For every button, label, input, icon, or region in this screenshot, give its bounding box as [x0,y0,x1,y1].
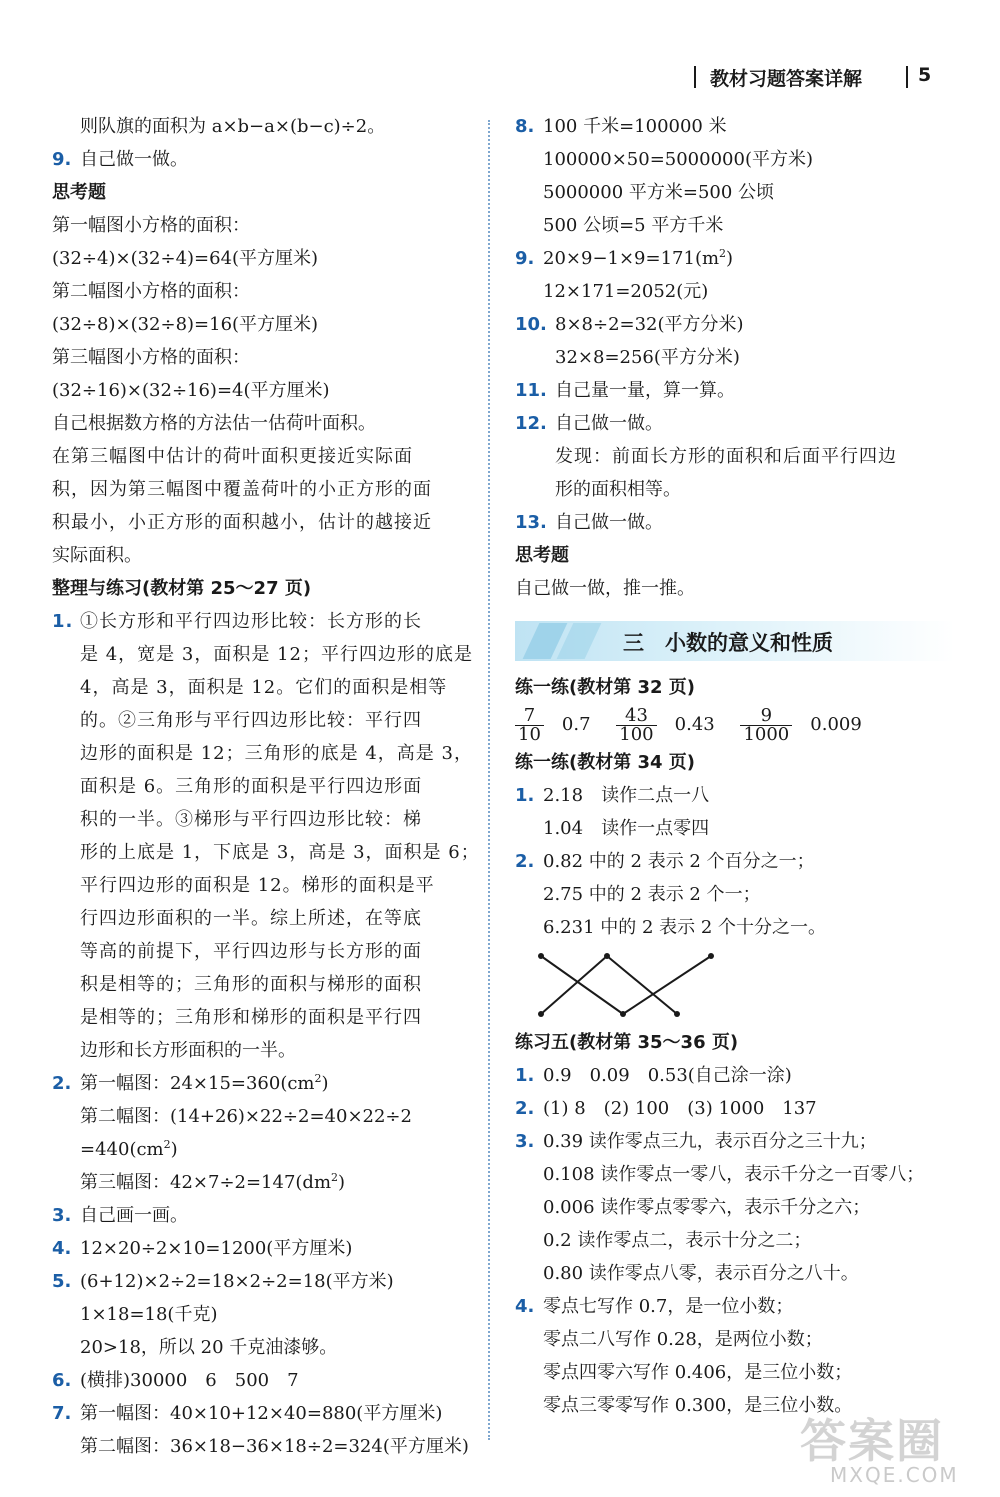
header-divider [906,66,908,88]
question-number: 9. [52,149,72,170]
right-column: 8. 100 千米=100000 米 100000×50=5000000(平方米) 5000000 平方米=500 公顷 500 公顷=5 平方千米 9. $20\times 9-1\times 9=171(m^2)$ 12×171=2052(元) 10. 8×8÷2=32(平方分米) 32×8=256(平方分米) 11. 自己量一量，算一算。 12. 自己做一做。 发现：前面长方形的面积和后面平行四边 形的面积相等。 13. 自己做一做。 思考题 自己做一做，推一推。 三 小数的意义和性质 练一练(教材第 32 页) $\frac{7}{10}$ 0.7 $\frac{43}{100}$ 0.43 $\frac{9}{1000}$ 0.009 练一练(教材第 34 页) 1. 2.18 读作二点一八 1.04 读作一点零四 2. 0.82 中的 2 表示 2 个百分之一； 2.75 中的 2 表示 2 个一； 6.231 中的 2 表示 2 个十分之一。 练习五(教材第 35～36 页) 1. 0.9 0.09 0.53(自己涂一涂) 2. (1) 8 (2) 100 (3) 1000 137 3. 0.39 读作零点三九，表示百分之三十九； 0.108 读作零点一零八，表示千分之一百零八； 0.006 读作零点零零六，表示千分之六； 0.2 读作零点二，表示十分之二； 0.80 读作零点八零，表示百分之八十。 4. 零点七写作 0.7，是一位小数； 零点二八写作 0.28，是两位小数； 零点四零六写作 0.406，是三位小数； 零点三零零写作 0.300，是三位小数。 [515,110,955,1422]
match-dot [538,1011,544,1017]
answer-text: 0.9 0.09 0.53(自己涂一涂) [543,1065,792,1086]
question-number: 11. [515,380,547,401]
answer-text: (6+12)×2÷2=18×2÷2=18(平方米) [80,1271,394,1292]
question-number: 8. [515,116,535,137]
text-line: 等高的前提下，平行四边形与长方形的面 [80,941,422,962]
text-line: 自己根据数方格的方法估一估荷叶面积。 [52,413,376,434]
fraction: $\frac{43}{100}$ [616,707,656,744]
text-line: 是相等的；三角形和梯形的面积是平行四 [80,1007,422,1028]
text-line: 2.75 中的 2 表示 2 个一； [543,884,761,905]
text-line: 20>18，所以 20 千克油漆够。 [80,1337,338,1358]
section-heading: 整理与练习(教材第 25～27 页) [52,578,312,599]
answer-text: ①长方形和平行四边形比较：长方形的长 [80,611,422,632]
text-line: 面积是 6。三角形的面积是平行四边形面 [80,776,423,797]
question-number: 2. [515,851,535,872]
answer-text: 自己画一画。 [80,1205,188,1226]
text-line: 1×18=18(千克) [80,1304,218,1325]
text-line: 在第三幅图中估计的荷叶面积更接近实际面 [52,446,413,467]
page-header [680,62,970,94]
answer-text: 2.18 读作二点一八 [543,785,710,806]
text-line: 边形和长方形面积的一半。 [80,1040,296,1061]
text-line: 积最小，小正方形的面积越小，估计的越接近 [52,512,432,533]
text-line: 5000000 平方米=500 公顷 [543,182,775,203]
watermark-logo: 答案圈 [800,1414,944,1468]
text-line: 积的一半。③梯形与平行四边形比较：梯 [80,809,422,830]
column-divider [488,120,490,1440]
answer-text: (横排)30000 6 500 7 [80,1370,299,1391]
matching-line [541,956,607,1014]
text-line: 零点三零零写作 0.300，是三位小数。 [543,1395,853,1416]
text-line: (32÷4)×(32÷4)=64(平方厘米) [52,248,319,269]
matching-line [541,956,623,1014]
text-line: 形的上底是 1，下底是 3，高是 3，面积是 6； [80,842,480,863]
answer-text: 自己量一量，算一算。 [555,380,735,401]
text-line: 32×8=256(平方分米) [555,347,740,368]
answer-text: 第一幅图：40×10+12×40=880(平方厘米) [80,1403,443,1424]
text-line: 12×171=2052(元) [543,281,709,302]
question-number: 7. [52,1403,72,1424]
question-number: 4. [52,1238,72,1259]
answer-text: 8×8÷2=32(平方分米) [555,314,744,335]
text-line: 积，因为第三幅图中覆盖荷叶的小正方形的面 [52,479,432,500]
answer-text: 自己做一做。 [555,512,663,533]
question-number: 1. [515,1065,535,1086]
fraction: $\frac{9}{1000}$ [740,707,792,744]
answer-text: 自己做一做。 [80,149,188,170]
decimal-value: 0.009 [810,714,862,735]
section-heading: 思考题 [515,545,569,566]
text-line: 行四边形面积的一半。综上所述，在等底 [80,908,422,929]
text-line: 实际面积。 [52,545,142,566]
page-number: 5 [918,64,932,86]
text-line: 100000×50=5000000(平方米) [543,149,813,170]
watermark-site: MXQE.COM [830,1463,959,1487]
text-line: 自己做一做，推一推。 [515,578,695,599]
question-number: 9. [515,248,535,269]
match-dot [674,1011,680,1017]
section-heading: 思考题 [52,182,106,203]
text-line: 第三幅图：42×7÷2=147(dm [80,1172,332,1193]
section-heading: 练习五(教材第 35～36 页) [515,1032,739,1053]
text-line: 第三幅图小方格的面积： [52,347,250,368]
question-number: 6. [52,1370,72,1391]
answer-text: 0.39 读作零点三九，表示百分之三十九； [543,1131,877,1152]
match-dot [620,1011,626,1017]
text-line: 0.80 读作零点八零，表示百分之八十。 [543,1263,859,1284]
text-line: (32÷8)×(32÷8)=16(平方厘米) [52,314,319,335]
text-line: 零点四零六写作 0.406，是三位小数； [543,1362,853,1383]
text-line: 是 4，宽是 3，面积是 12；平行四边形的底是 [80,644,473,665]
left-column: 则队旗的面积为 a×b−a×(b−c)÷2。 9. 自己做一做。 思考题 第一幅图小方格的面积： (32÷4)×(32÷4)=64(平方厘米) 第二幅图小方格的面积： (32÷8)×(32÷8)=16(平方厘米) 第三幅图小方格的面积： (32÷16)×(32÷16)=4(平方厘米) 自己根据数方格的方法估一估荷叶面积。 在第三幅图中估计的荷叶面积更接近实际面 积，因为第三幅图中覆盖荷叶的小正方形的面 积最小，小正方形的面积越小，估计的越接近 实际面积。 整理与练习(教材第 25～27 页) 1. ①长方形和平行四边形比较：长方形的长 是 4，宽是 3，面积是 12；平行四边形的底是 4，高是 3，面积是 12。它们的面积是相等 的。②三角形与平行四边形比较：平行四 边形的面积是 12；三角形的底是 4，高是 3， 面积是 6。三角形的面积是平行四边形面 积的一半。③梯形与平行四边形比较：梯 形的上底是 1，下底是 3，高是 3，面积是 6； 平行四边形的面积是 12。梯形的面积是平 行四边形面积的一半。综上所述，在等底 等高的前提下，平行四边形与长方形的面 积是相等的；三角形的面积与梯形的面积 是相等的；三角形和梯形的面积是平行四 边形和长方形面积的一半。 2. 第一幅图：$24\times 15=360(cm^2)$ 第二幅图：(14+26)×22÷2=40×22÷2 $=440(cm^2)$ 第三幅图：$42\times 7\div 2=147(dm^2)$ 3. 自己画一画。 4. 12×20÷2×10=1200(平方厘米) 5. (6+12)×2÷2=18×2÷2=18(平方米) 1×18=18(千克) 20>18，所以 20 千克油漆够。 6. (横排)30000 6 500 7 7. 第一幅图：40×10+12×40=880(平方厘米) 第二幅图：36×18−36×18÷2=324(平方厘米) [52,110,482,1463]
question-number: 10. [515,314,547,335]
question-number: 3. [515,1131,535,1152]
header-title: 教材习题答案详解 [710,68,863,90]
text-line: =440(cm [80,1139,164,1160]
question-number: 1. [515,785,535,806]
decimal-value: 0.43 [674,714,715,735]
question-number: 2. [52,1073,72,1094]
question-number: 1. [52,611,74,632]
section-heading: 练一练(教材第 32 页) [515,677,696,698]
question-number: 12. [515,413,547,434]
match-dot [538,953,544,959]
question-number: 2. [515,1098,535,1119]
matching-diagram [515,944,955,1026]
question-number: 4. [515,1296,535,1317]
question-number: 13. [515,512,547,533]
text-line: 第二幅图：36×18−36×18÷2=324(平方厘米) [80,1436,469,1457]
text-line: 4，高是 3，面积是 12。它们的面积是相等 [80,677,448,698]
answer-text: 12×20÷2×10=1200(平方厘米) [80,1238,353,1259]
text-line: 1.04 读作一点零四 [543,818,710,839]
fraction-row [515,704,955,746]
text-line: 边形的面积是 12；三角形的底是 4，高是 3， [80,743,473,764]
answer-text: 自己做一做。 [555,413,663,434]
text-line: 积是相等的；三角形的面积与梯形的面积 [80,974,422,995]
decimal-value: 0.7 [561,714,591,735]
text-line: 形的面积相等。 [555,479,681,500]
section-heading: 练一练(教材第 34 页) [515,752,696,773]
text-line: 则队旗的面积为 a×b−a×(b−c)÷2。 [80,116,386,137]
text-line: (32÷16)×(32÷16)=4(平方厘米) [52,380,330,401]
text-line: 0.006 读作零点零零六，表示千分之六； [543,1197,871,1218]
answer-text: 零点七写作 0.7，是一位小数； [543,1296,794,1317]
text-line: 第二幅图：(14+26)×22÷2=40×22÷2 [80,1106,412,1127]
text-line: 第二幅图小方格的面积： [52,281,250,302]
answer-text: 20×9−1×9=171(m [543,248,720,269]
chapter-banner [515,615,955,667]
text-line: 发现：前面长方形的面积和后面平行四边 [555,446,897,467]
chapter-title: 三 小数的意义和性质 [623,631,833,655]
match-dot [708,953,714,959]
question-number: 5. [52,1271,72,1292]
answer-text: 第一幅图：24×15=360(cm [80,1073,315,1094]
watermark [800,1405,980,1485]
answer-text: (1) 8 (2) 100 (3) 1000 137 [543,1098,817,1119]
answer-text: 0.82 中的 2 表示 2 个百分之一； [543,851,815,872]
text-line: 0.2 读作零点二，表示十分之二； [543,1230,812,1251]
text-line: 第一幅图小方格的面积： [52,215,250,236]
text-line: 6.231 中的 2 表示 2 个十分之一。 [543,917,827,938]
text-line: 0.108 读作零点一零八，表示千分之一百零八； [543,1164,925,1185]
header-divider [694,66,696,88]
question-number: 3. [52,1205,72,1226]
match-dot [604,953,610,959]
answer-text: 100 千米=100000 米 [543,116,727,137]
matching-lines [537,944,737,1024]
text-line: 的。②三角形与平行四边形比较：平行四 [80,710,422,731]
fraction: $\frac{7}{10}$ [515,707,544,744]
text-line: 500 公顷=5 平方千米 [543,215,724,236]
text-line: 零点二八写作 0.28，是两位小数； [543,1329,823,1350]
text-line: 平行四边形的面积是 12。梯形的面积是平 [80,875,435,896]
